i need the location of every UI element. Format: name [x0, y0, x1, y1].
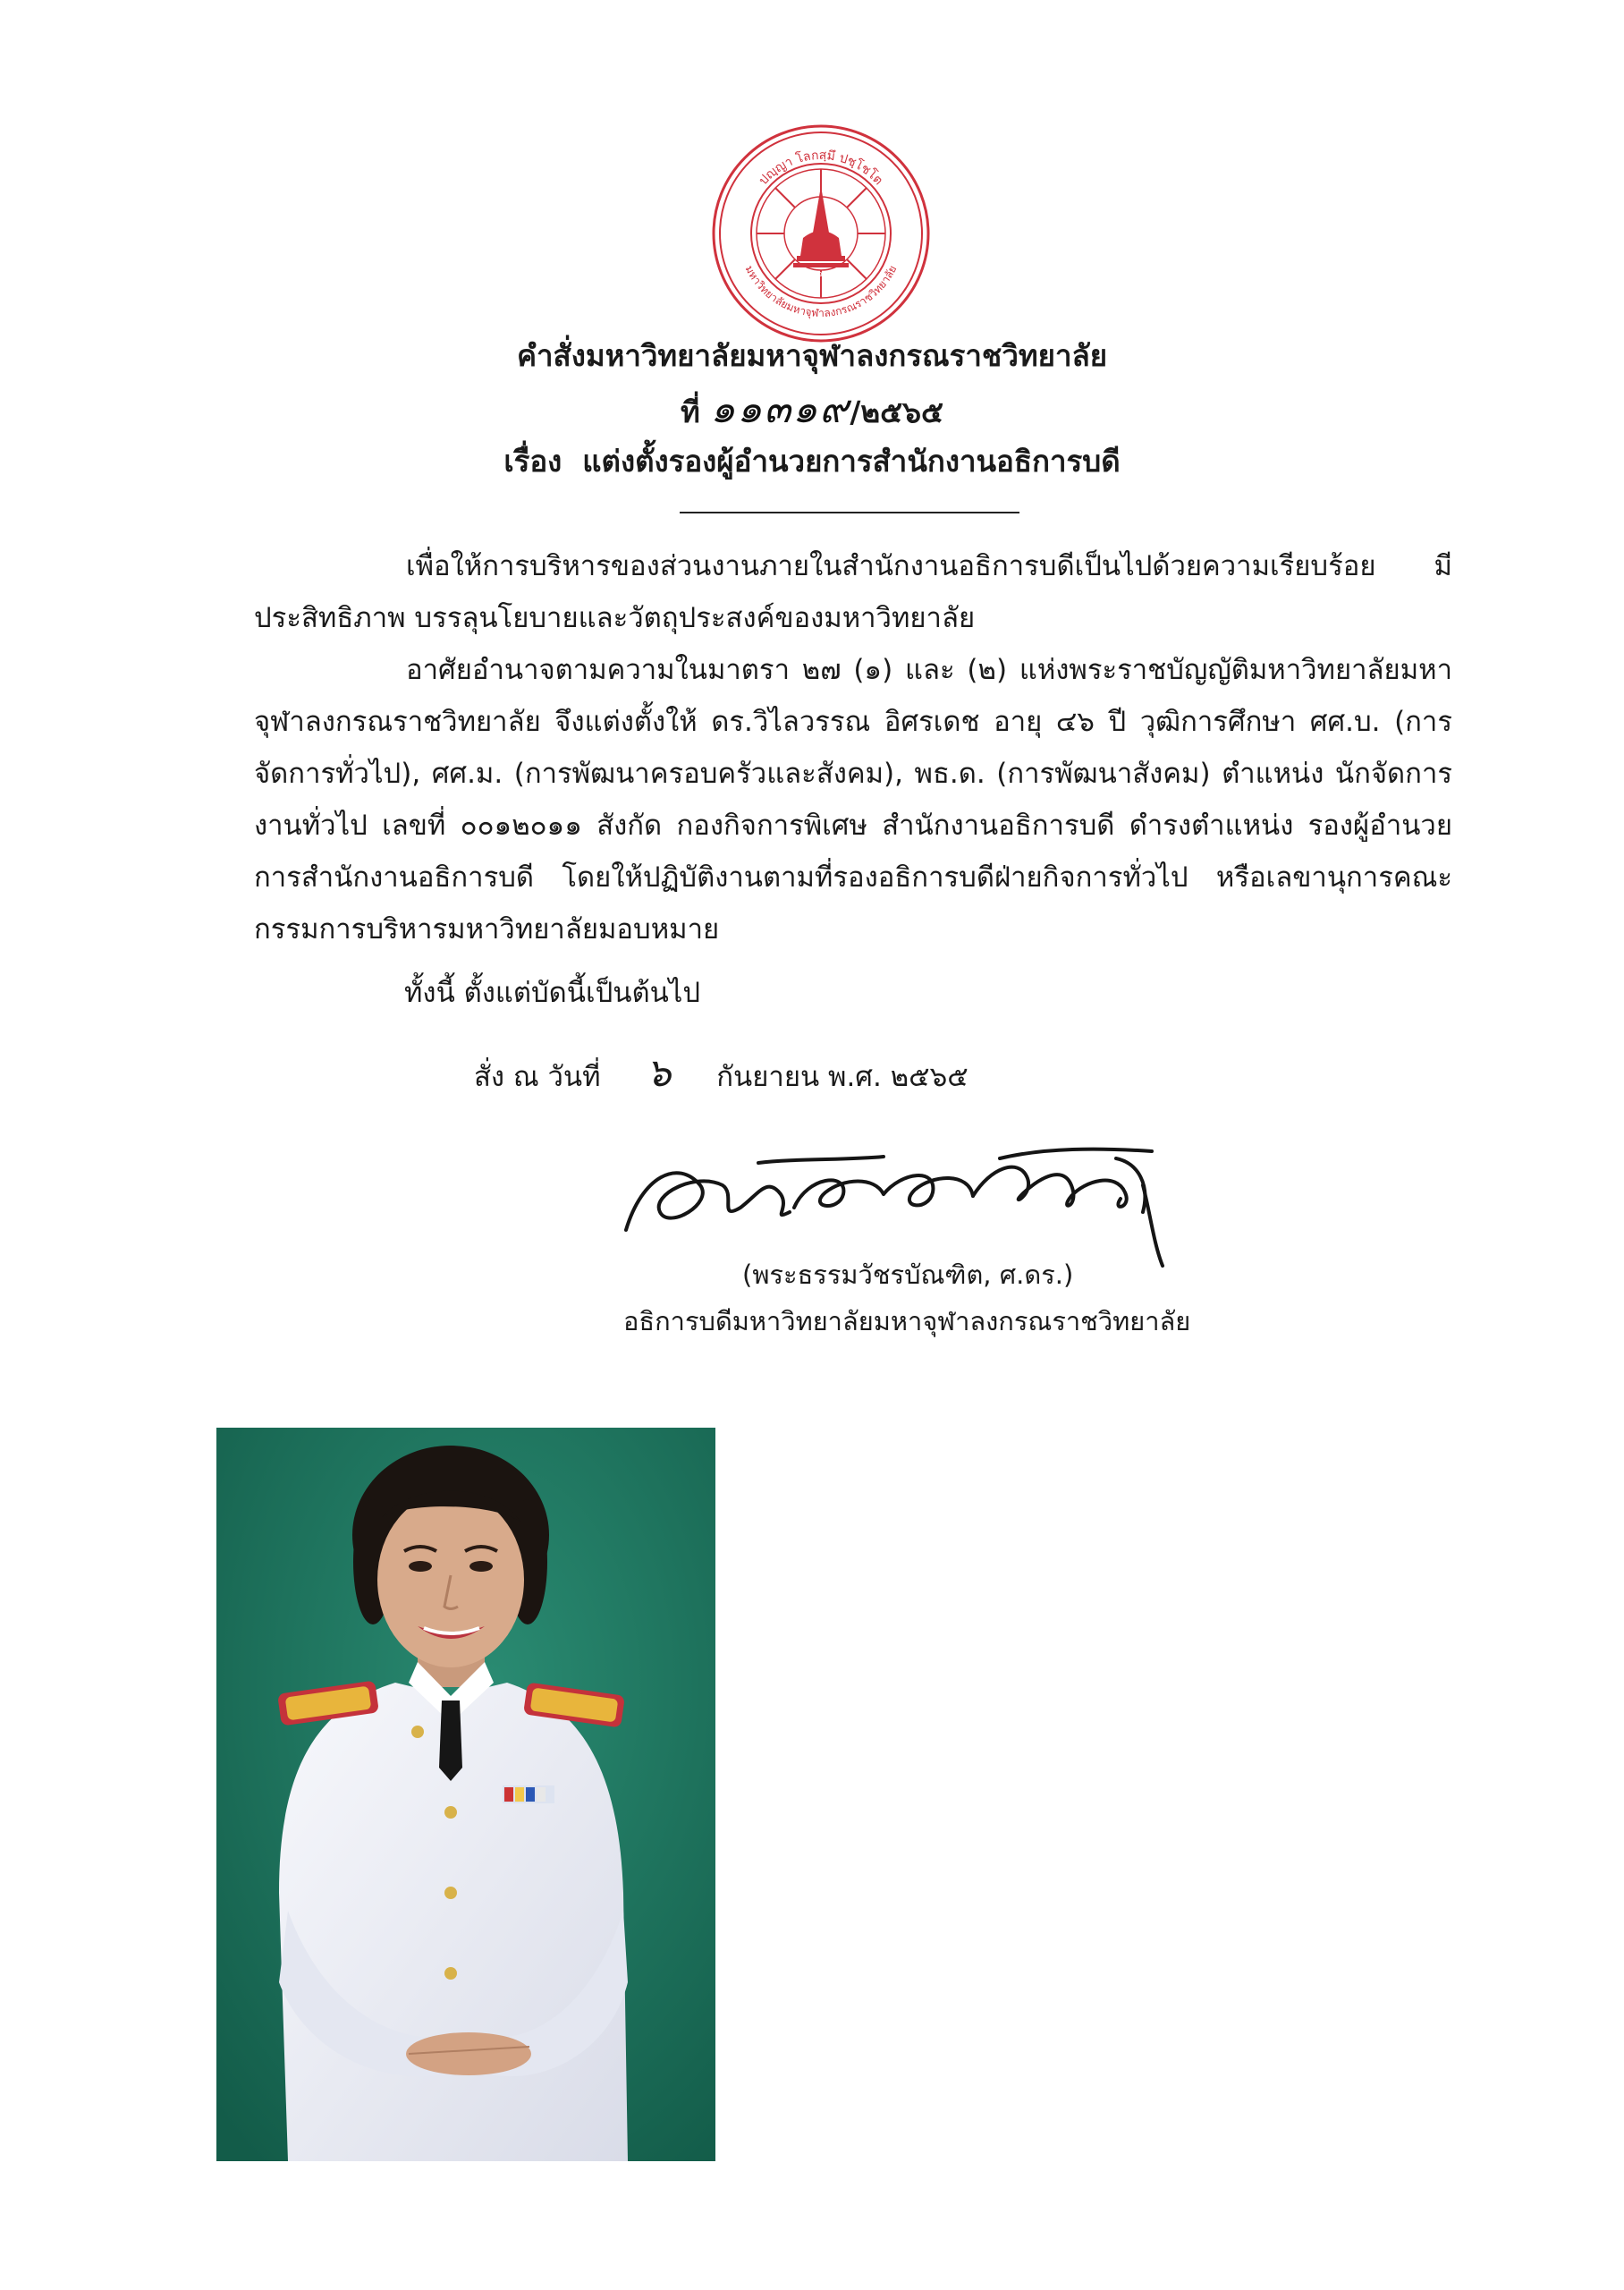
order-subject-line [0, 444, 1624, 479]
signer-title: อธิการบดีมหาวิทยาลัยมหาจุฬาลงกรณราชวิทยาลัย [623, 1306, 1191, 1336]
issue-date-prefix: สั่ง ณ วันที่ [474, 1061, 601, 1093]
order-number-line [0, 386, 1624, 432]
order-title: คำสั่งมหาวิทยาลัยมหาจุฬาลงกรณราชวิทยาลัย [516, 338, 1108, 373]
university-seal [711, 123, 931, 344]
order-number-prefix: ที่ [680, 394, 700, 429]
header-divider [680, 512, 1019, 513]
signer-name: (พระธรรมวัชรบัณฑิต, ศ.ดร.) [742, 1260, 1074, 1290]
seal-motto: ปญฺญา โลกสฺมึ ปชฺโชโต [756, 148, 886, 189]
order-number-handwritten: ๑๑๓๑๙ [710, 386, 850, 432]
handwritten-signature [615, 1123, 1188, 1275]
issue-date-month-year: กันยายน พ.ศ. ๒๕๖๕ [716, 1061, 968, 1093]
issue-date-day-handwritten: ๖ [646, 1050, 672, 1096]
order-number-year: /๒๕๖๕ [850, 394, 944, 429]
seal-university-name: มหาวิทยาลัยมหาจุฬาลงกรณราชวิทยาลัย [742, 263, 900, 320]
body-paragraph-purpose: เพื่อให้การบริหารของส่วนงานภายในสำนักงานอธิการบดีเป็นไปด้วยความเรียบร้อย มีประสิทธิภาพ บรรลุนโยบายและวัตถุประสงค์ของมหาวิทยาลัย [254, 550, 1452, 634]
seal-center-text: ม.จ.ร. [809, 270, 833, 279]
subject-text: แต่งตั้งรองผู้อำนวยการสำนักงานอธิการบดี [582, 444, 1121, 479]
subject-label: เรื่อง [503, 444, 562, 479]
effective-date-clause: ทั้งนี้ ตั้งแต่บัดนี้เป็นต้นไป [404, 977, 701, 1009]
issue-date-line [474, 1050, 968, 1096]
body-paragraph-appointment: อาศัยอำนาจตามความในมาตรา ๒๗ (๑) และ (๒) แห่งพระราชบัญญัติมหาวิทยาลัยมหาจุฬาลงกรณราชวิทยาลัย จึงแต่งตั้งให้ ดร.วิไลวรรณ อิศรเดช อายุ ๔๖ ปี วุฒิการศึกษา ศศ.บ. (การจัดการทั่วไป), ศศ.ม. (การพัฒนาครอบครัวและสังคม), พธ.ด. (การพัฒนาสังคม) ตำแหน่ง นักจัดการงานทั่วไป เลขที่ ๐๐๑๒๐๑๑ สังกัด กองกิจการพิเศษ สำนักงานอธิการบดี ดำรงตำแหน่ง รองผู้อำนวยการสำนักงานอธิการบดี โดยให้ปฏิบัติงานตามที่รองอธิการบดีฝ่ายกิจการทั่วไป หรือเลขานุการคณะกรรมการบริหารมหาวิทยาลัยมอบหมาย [254, 654, 1452, 946]
portrait-photo [216, 1428, 715, 2161]
